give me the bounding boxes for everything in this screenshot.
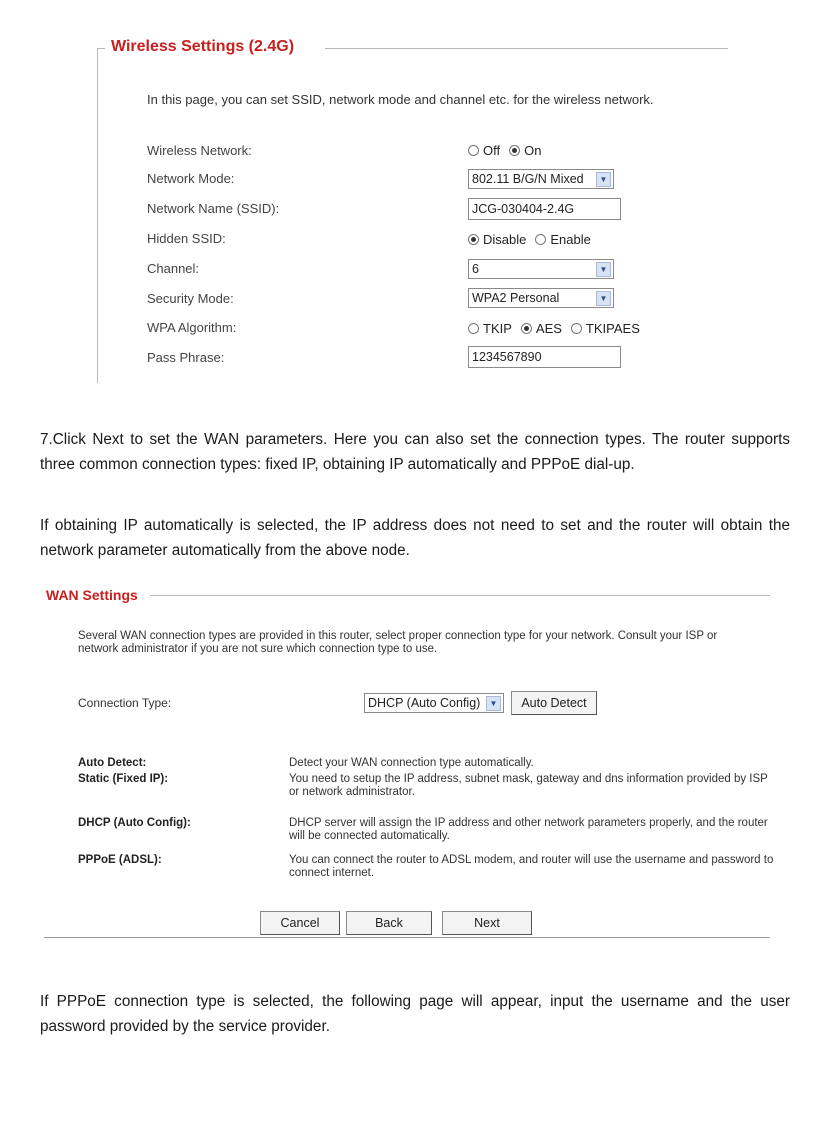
connection-type-label: Connection Type: — [78, 696, 172, 710]
definition-description: You can connect the router to ADSL modem, and router will use the username and password to connect internet. — [289, 854, 774, 879]
wpa-algorithm-radio-group — [468, 321, 649, 336]
instruction-paragraph: If PPPoE connection type is selected, the following page will appear, input the username and the user password provided by the service provider. — [40, 993, 790, 1035]
definition-term: PPPoE (ADSL): — [78, 854, 162, 866]
fieldset-border — [325, 48, 728, 49]
security-mode-label: Security Mode: — [147, 291, 234, 306]
network-mode-value: 802.11 B/G/N Mixed — [472, 172, 584, 186]
network-mode-select[interactable] — [468, 169, 614, 189]
wireless-network-radio-group — [468, 143, 550, 158]
definition-description: Detect your WAN connection type automatically. — [289, 757, 534, 769]
wan-settings-legend: WAN Settings — [46, 587, 138, 603]
radio-tkipaes[interactable] — [571, 323, 582, 334]
pass-phrase-input[interactable]: 1234567890 — [468, 346, 621, 368]
connection-type-select[interactable] — [364, 693, 504, 713]
channel-select[interactable] — [468, 259, 614, 279]
radio-off[interactable] — [468, 145, 479, 156]
next-button[interactable]: Next — [442, 911, 532, 935]
radio-enable-label: Enable — [550, 232, 591, 247]
radio-aes[interactable] — [521, 323, 532, 334]
definition-term: Static (Fixed IP): — [78, 773, 169, 785]
radio-on[interactable] — [509, 145, 520, 156]
definition-description: DHCP server will assign the IP address and other network parameters properly, and the router will be connected automatically. — [289, 817, 768, 842]
fieldset-border — [97, 48, 105, 49]
fieldset-border — [150, 595, 770, 596]
radio-off-label: Off — [483, 143, 501, 158]
definition-term: DHCP (Auto Config): — [78, 817, 191, 829]
ssid-input[interactable]: JCG-030404-2.4G — [468, 198, 621, 220]
instruction-paragraph: If obtaining IP automatically is selected, the IP address does not need to set and the router will obtain the network parameter automatically from the above node. — [40, 517, 790, 559]
hidden-ssid-label: Hidden SSID: — [147, 231, 226, 246]
fieldset-border — [97, 48, 98, 383]
radio-on-label: On — [524, 143, 542, 158]
radio-disable[interactable] — [468, 234, 479, 245]
security-mode-select[interactable] — [468, 288, 614, 308]
auto-detect-button[interactable]: Auto Detect — [511, 691, 597, 715]
definition-term: Auto Detect: — [78, 757, 147, 769]
wpa-algorithm-label: WPA Algorithm: — [147, 320, 237, 335]
definition-description: You need to setup the IP address, subnet mask, gateway and dns information provided by ISP or network administrator. — [289, 773, 768, 798]
channel-label: Channel: — [147, 261, 200, 276]
fieldset-border — [44, 937, 770, 938]
security-mode-value: WPA2 Personal — [472, 291, 560, 305]
chevron-down-icon: ▼ — [486, 696, 501, 711]
back-button[interactable]: Back — [346, 911, 432, 935]
radio-aes-label: AES — [535, 321, 562, 336]
radio-tkip-label: TKIP — [483, 321, 512, 336]
chevron-down-icon: ▼ — [596, 172, 611, 187]
radio-disable-label: Disable — [483, 232, 527, 247]
radio-tkipaes-label: TKIPAES — [585, 321, 640, 336]
wan-intro-line: Several WAN connection types are provided in this router, select proper connection type for your network. Consult your ISP or — [78, 630, 718, 642]
wireless-intro-text: In this page, you can set SSID, network mode and channel etc. for the wireless network. — [147, 92, 654, 107]
pass-phrase-label: Pass Phrase: — [147, 350, 225, 365]
ssid-label: Network Name (SSID): — [147, 201, 280, 216]
wireless-network-label: Wireless Network: — [147, 143, 252, 158]
chevron-down-icon: ▼ — [596, 262, 611, 277]
network-mode-label: Network Mode: — [147, 171, 235, 186]
wan-intro-line: network administrator if you are not sure which connection type to use. — [78, 643, 438, 655]
cancel-button[interactable]: Cancel — [260, 911, 340, 935]
radio-tkip[interactable] — [468, 323, 479, 334]
hidden-ssid-radio-group — [468, 232, 600, 247]
connection-type-value: DHCP (Auto Config) — [368, 696, 481, 710]
radio-enable[interactable] — [535, 234, 546, 245]
chevron-down-icon: ▼ — [596, 291, 611, 306]
channel-value: 6 — [472, 262, 479, 276]
instruction-paragraph: 7.Click Next to set the WAN parameters. Here you can also set the connection types. The router supports three common connection types: fixed IP, obtaining IP automatically and PPPoE dial-up. — [40, 431, 790, 473]
wan-intro-text — [78, 630, 778, 656]
wireless-settings-legend: Wireless Settings (2.4G) — [111, 38, 295, 55]
